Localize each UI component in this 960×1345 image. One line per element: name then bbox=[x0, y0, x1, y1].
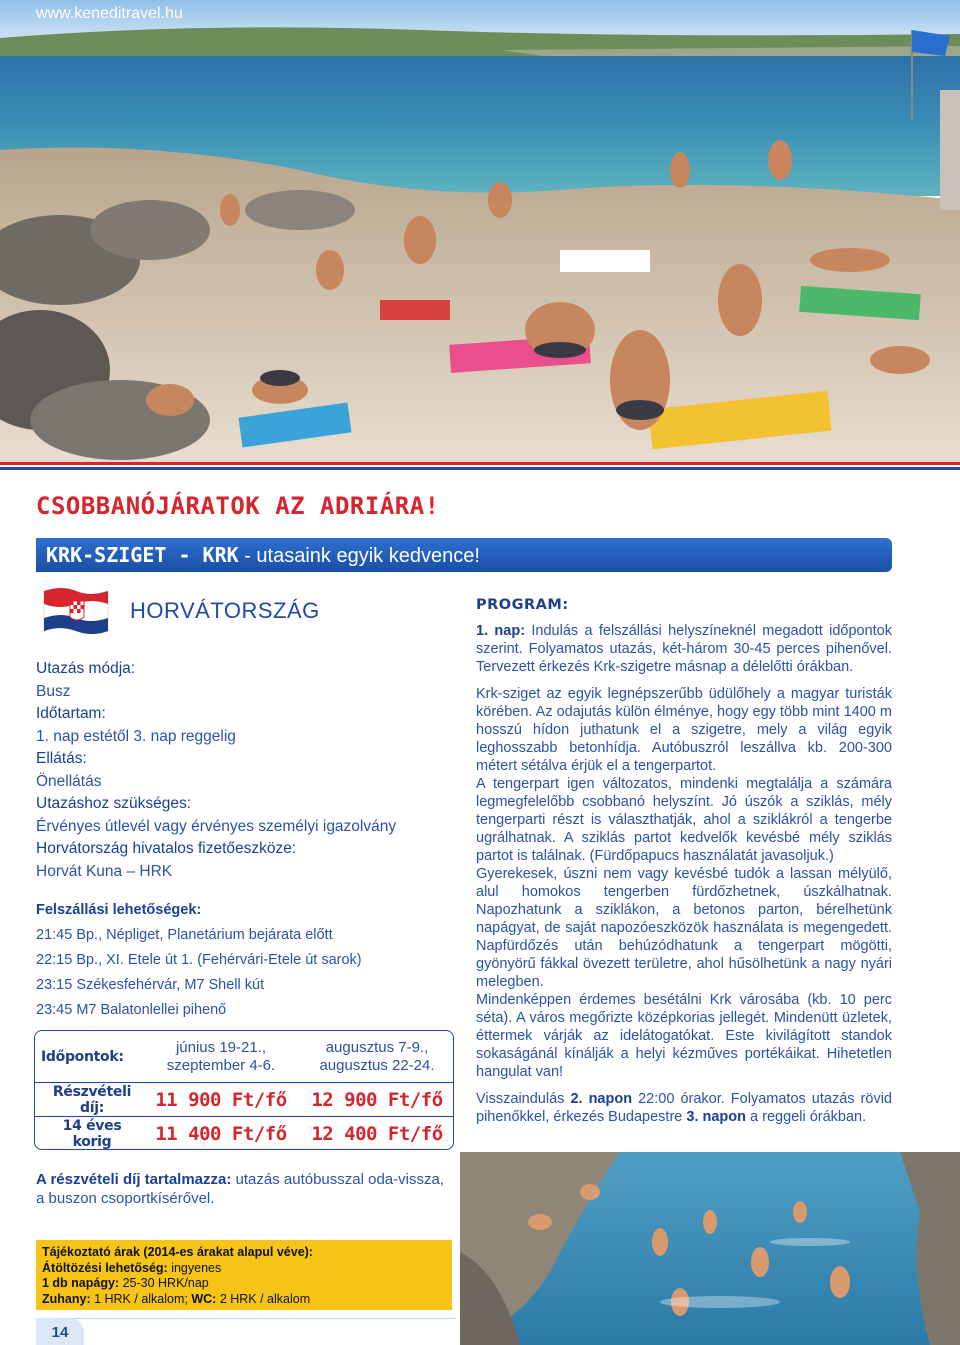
program-paragraph: Mindenképpen érdemes besétálni Krk városába (kb. 10 perc séta). A város megőrizte középkorias jellegét. Mindenütt üzletek, éttermek várják az idelátogatókat. Este kivilágított standok sokaságánál kínálják a helyi kézműves portékáikat. Hihetetlen hangulat van! bbox=[476, 992, 892, 1080]
program-heading: PROGRAM: bbox=[476, 597, 569, 613]
info-label: Utazás módja: bbox=[36, 660, 136, 677]
subtitle-banner bbox=[36, 538, 892, 572]
dates-row bbox=[35, 1031, 453, 1083]
croatian-stripes bbox=[0, 462, 960, 472]
info-label: Utazáshoz szükséges: bbox=[36, 795, 192, 812]
info-label: Ellátás: bbox=[36, 750, 87, 767]
program-section bbox=[476, 596, 892, 1126]
box-value: ingyenes bbox=[167, 1260, 222, 1275]
subtitle-main: KRK-SZIGET - KRK bbox=[46, 543, 239, 567]
info-value: 1. nap estétől 3. nap reggelig bbox=[36, 727, 236, 745]
price-info-box bbox=[36, 1240, 452, 1310]
footer-rule bbox=[36, 1318, 456, 1319]
child-label: 14 éves korig bbox=[62, 1118, 122, 1150]
child-row bbox=[35, 1117, 453, 1150]
fee-label: Részvételi díj: bbox=[52, 1083, 132, 1116]
box-value: 1 HRK / alkalom; bbox=[90, 1291, 192, 1306]
program-day-1: 1. nap: bbox=[476, 623, 526, 639]
info-label: Időtartam: bbox=[36, 705, 106, 722]
box-label: WC: bbox=[191, 1291, 217, 1306]
info-value: Érvényes útlevél vagy érvényes személyi igazolvány bbox=[36, 817, 397, 835]
program-paragraph: Krk-sziget az egyik legnépszerűbb üdülőhely a magyar turisták körében. Az odajutás külön élménye, hogy egy több mint 1400 m hosszú hídon juthatunk el a szigetre, mely a világ egyik leghosszabb betonhídja. Autóbuszról leszállva kb. 200-300 métert sétálva érjük el a tengerpartot. bbox=[476, 686, 892, 774]
country-name: HORVÁTORSZÁG bbox=[130, 598, 320, 623]
included-label: A részvételi díj tartalmazza: bbox=[36, 1171, 232, 1188]
dates-label: Időpontok: bbox=[41, 1048, 124, 1065]
date-col-2 bbox=[299, 1031, 454, 1082]
fee-row bbox=[35, 1083, 453, 1117]
hero-beach-photo bbox=[0, 0, 960, 462]
box-label: Átöltözési lehetőség: bbox=[42, 1260, 168, 1275]
program-text: 22:00 órakor. Folyamatos utazás rövid pihenőkkel, érkezés Budapestre bbox=[476, 1091, 892, 1125]
date1-line2: szeptember 4-6. bbox=[166, 1056, 276, 1074]
program-text: a reggeli órákban. bbox=[746, 1109, 867, 1125]
program-day-3: 3. napon bbox=[686, 1109, 747, 1125]
child-price-1: 11 400 Ft/fő bbox=[155, 1123, 287, 1145]
subtitle-rest: - utasaink egyik kedvence! bbox=[238, 545, 480, 567]
fee-price-1: 11 900 Ft/fő bbox=[155, 1088, 287, 1111]
program-paragraph bbox=[476, 622, 892, 676]
info-value: Busz bbox=[36, 682, 71, 700]
date2-line1: augusztus 7-9., bbox=[325, 1038, 429, 1056]
box-value: 25-30 HRK/nap bbox=[119, 1276, 209, 1290]
pickup-line: 21:45 Bp., Népliget, Planetárium bejárata előtt bbox=[36, 927, 333, 943]
included-text bbox=[36, 1170, 456, 1208]
program-paragraph: Gyerekesek, úszni nem vagy kevésbé tudók a lassan mélyülő, alul homokos tengerben fürdőzhetnek, úszkálhatnak. Napozhatunk a sziklákon, a betonos parton, bérelhetünk napágyat, de saját napozóeszközök használata is megengedett. Napfürdőzés után behúzódhatunk a tengerpart mögötti, gyönyörű fákkal övezett területre, ahol hűsölhetünk a nagy nyári melegben. bbox=[476, 866, 892, 990]
included-value: utazás autóbusszal oda-vissza, a buszon csoportkísérővel. bbox=[36, 1171, 444, 1207]
box-label: 1 db napágy: bbox=[42, 1276, 120, 1290]
pickup-points bbox=[36, 898, 456, 1023]
pickup-line: 23:15 Székesfehérvár, M7 Shell kút bbox=[36, 977, 265, 993]
box-title: Tájékoztató árak (2014-es árakat alapul véve): bbox=[42, 1245, 313, 1259]
date2-line2: augusztus 22-24. bbox=[319, 1056, 435, 1074]
info-value: Önellátás bbox=[36, 772, 102, 790]
trip-info bbox=[36, 658, 456, 883]
box-label: Zuhany: bbox=[42, 1291, 91, 1306]
pickup-label: Felszállási lehetőségek: bbox=[36, 902, 202, 918]
info-value: Horvát Kuna – HRK bbox=[36, 862, 173, 880]
page-title: CSOBBANÓJÁRATOK AZ ADRIÁRA! bbox=[36, 492, 440, 520]
program-paragraph: A tengerpart igen változatos, mindenki megtalálja a számára legmegfelelőbb csobbanó helyszínt. Jó úszók a sziklás, mély tengerparti részt is választhatják, ahol a sziklákról a tengerbe ugrálhatnak. A sziklás partot kedvelők kevésbé mély sziklás partot is találnak. (Fürdőpapucs használatát javasoljuk.) bbox=[476, 776, 892, 864]
program-text: Indulás a felszállási helyszíneknél megadott időpontok szerint. Folyamatos utazás, két-három 30-45 perces pihenővel. Tervezett érkezés Krk-szigetre másnap a délelőtti órákban. bbox=[476, 623, 892, 675]
fee-price-2: 12 900 Ft/fő bbox=[311, 1088, 443, 1111]
croatia-flag-icon bbox=[42, 585, 110, 641]
program-text: Visszaindulás bbox=[476, 1091, 571, 1107]
child-price-2: 12 400 Ft/fő bbox=[311, 1123, 443, 1145]
date-col-1 bbox=[143, 1031, 299, 1082]
site-url[interactable]: www.keneditravel.hu bbox=[36, 5, 183, 22]
page-number: 14 bbox=[36, 1318, 84, 1345]
pickup-line: 23:45 M7 Balatonlellei pihenő bbox=[36, 1002, 227, 1018]
info-label: Horvátország hivatalos fizetőeszköze: bbox=[36, 840, 297, 857]
price-table bbox=[34, 1030, 454, 1150]
bottom-beach-photo bbox=[460, 1152, 960, 1345]
program-paragraph bbox=[476, 1090, 892, 1126]
pickup-line: 22:15 Bp., XI. Etele út 1. (Fehérvári-Etele út sarok) bbox=[36, 952, 362, 968]
date1-line1: június 19-21., bbox=[175, 1038, 267, 1056]
program-day-2: 2. napon bbox=[570, 1091, 633, 1107]
box-value: 2 HRK / alkalom bbox=[216, 1291, 311, 1306]
